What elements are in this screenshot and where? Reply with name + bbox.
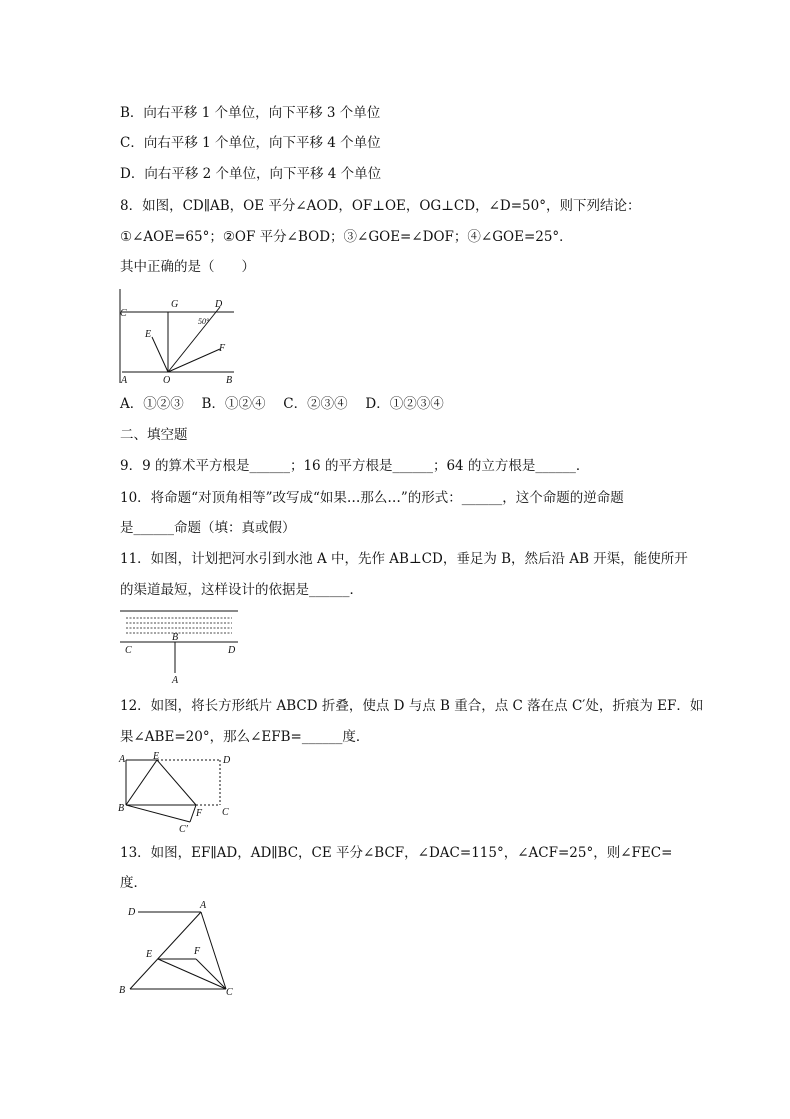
fig12-label-c: C: [222, 807, 229, 818]
fig13-label-e: E: [146, 949, 153, 960]
fig13-segment-ac: [201, 912, 226, 989]
fig8-label-angle: 50°: [198, 317, 210, 326]
option-b: B．向右平移 1 个单位，向下平移 3 个单位: [120, 105, 381, 121]
question-8-options: A．①②③ B．①②④ C．②③④ D．①②③④: [120, 396, 444, 412]
question-8-statements: ①∠AOE=65°；②OF 平分∠BOD；③∠GOE=∠DOF；④∠GOE=25°．: [120, 229, 573, 245]
fig13-segment-ab: [130, 912, 201, 989]
fig13-label-a: A: [200, 900, 207, 911]
fig11-label-a: A: [172, 675, 179, 686]
fig13-label-d: D: [128, 907, 136, 918]
fig8-ray-od: [168, 307, 220, 372]
fig8-label-e: E: [145, 329, 152, 340]
fig12-label-e: E: [153, 752, 160, 762]
question-11-line-2: 的渠道最短，这样设计的依据是______．: [120, 582, 363, 598]
question-13-line-1: 13．如图，EF∥AD，AD∥BC，CE 平分∠BCF，∠DAC=115°，∠ACF=25°，则∠FEC=: [120, 845, 673, 861]
fig12-segment-be: [126, 760, 157, 805]
figure-13: [116, 899, 240, 999]
fig8-label-d: D: [215, 299, 223, 310]
fig12-label-b: B: [118, 803, 125, 814]
figure-11: [118, 607, 242, 687]
question-12-line-2: 果∠ABE=20°，那么∠EFB=______度．: [120, 729, 370, 745]
fig8-label-o: O: [163, 375, 171, 386]
fig8-label-g: G: [171, 299, 179, 310]
fig13-segment-ec: [158, 959, 226, 989]
fig13-label-b: B: [119, 985, 126, 996]
question-8-prompt: 其中正确的是（ ）: [120, 259, 255, 275]
question-11-line-1: 11．如图，计划把河水引到水池 A 中，先作 AB⊥CD，垂足为 B，然后沿 AB 开渠，能使所开: [120, 551, 688, 567]
fig13-label-f: F: [194, 946, 201, 957]
question-9: 9．9 的算术平方根是______；16 的平方根是______；64 的立方根是______．: [120, 458, 590, 474]
option-c: C．向右平移 1 个单位，向下平移 4 个单位: [120, 135, 381, 151]
question-12-line-1: 12．如图，将长方形纸片 ABCD 折叠，使点 D 与点 B 重合，点 C 落在点 C′处，折痕为 EF．如: [120, 698, 704, 714]
fig11-label-d: D: [228, 645, 236, 656]
question-10-line-2: 是______命题（填：真或假）: [120, 520, 296, 536]
fig8-ray-of: [168, 349, 220, 372]
section-fill-in-blank: 二、填空题: [120, 427, 188, 443]
option-d: D．向右平移 2 个单位，向下平移 4 个单位: [120, 166, 382, 182]
fig13-label-c: C: [226, 987, 233, 998]
fig11-label-c: C: [125, 645, 132, 656]
question-10-line-1: 10．将命题“对顶角相等”改写成“如果…那么…”的形式：______，这个命题的逆命题: [120, 490, 624, 506]
fig8-label-f: F: [219, 343, 226, 354]
fig12-label-a: A: [119, 754, 126, 765]
fig12-segment-bcp: [126, 805, 190, 822]
question-13-line-2: 度．: [120, 875, 147, 891]
fig12-label-cprime: C′: [179, 824, 188, 835]
figure-12: [116, 752, 240, 836]
fig8-label-b: B: [226, 375, 233, 386]
figure-8: [116, 287, 240, 387]
fig12-label-f: F: [196, 808, 203, 819]
fig12-crease-ef: [157, 760, 196, 805]
fig11-label-b: B: [172, 632, 179, 643]
fig8-ray-oe: [152, 337, 168, 372]
fig8-label-a: A: [121, 375, 128, 386]
question-8: 8．如图，CD∥AB，OE 平分∠AOD，OF⊥OE，OG⊥CD，∠D=50°，则下列结论：: [120, 198, 641, 214]
fig12-label-d: D: [223, 755, 231, 766]
fig8-label-c: C: [120, 308, 127, 319]
